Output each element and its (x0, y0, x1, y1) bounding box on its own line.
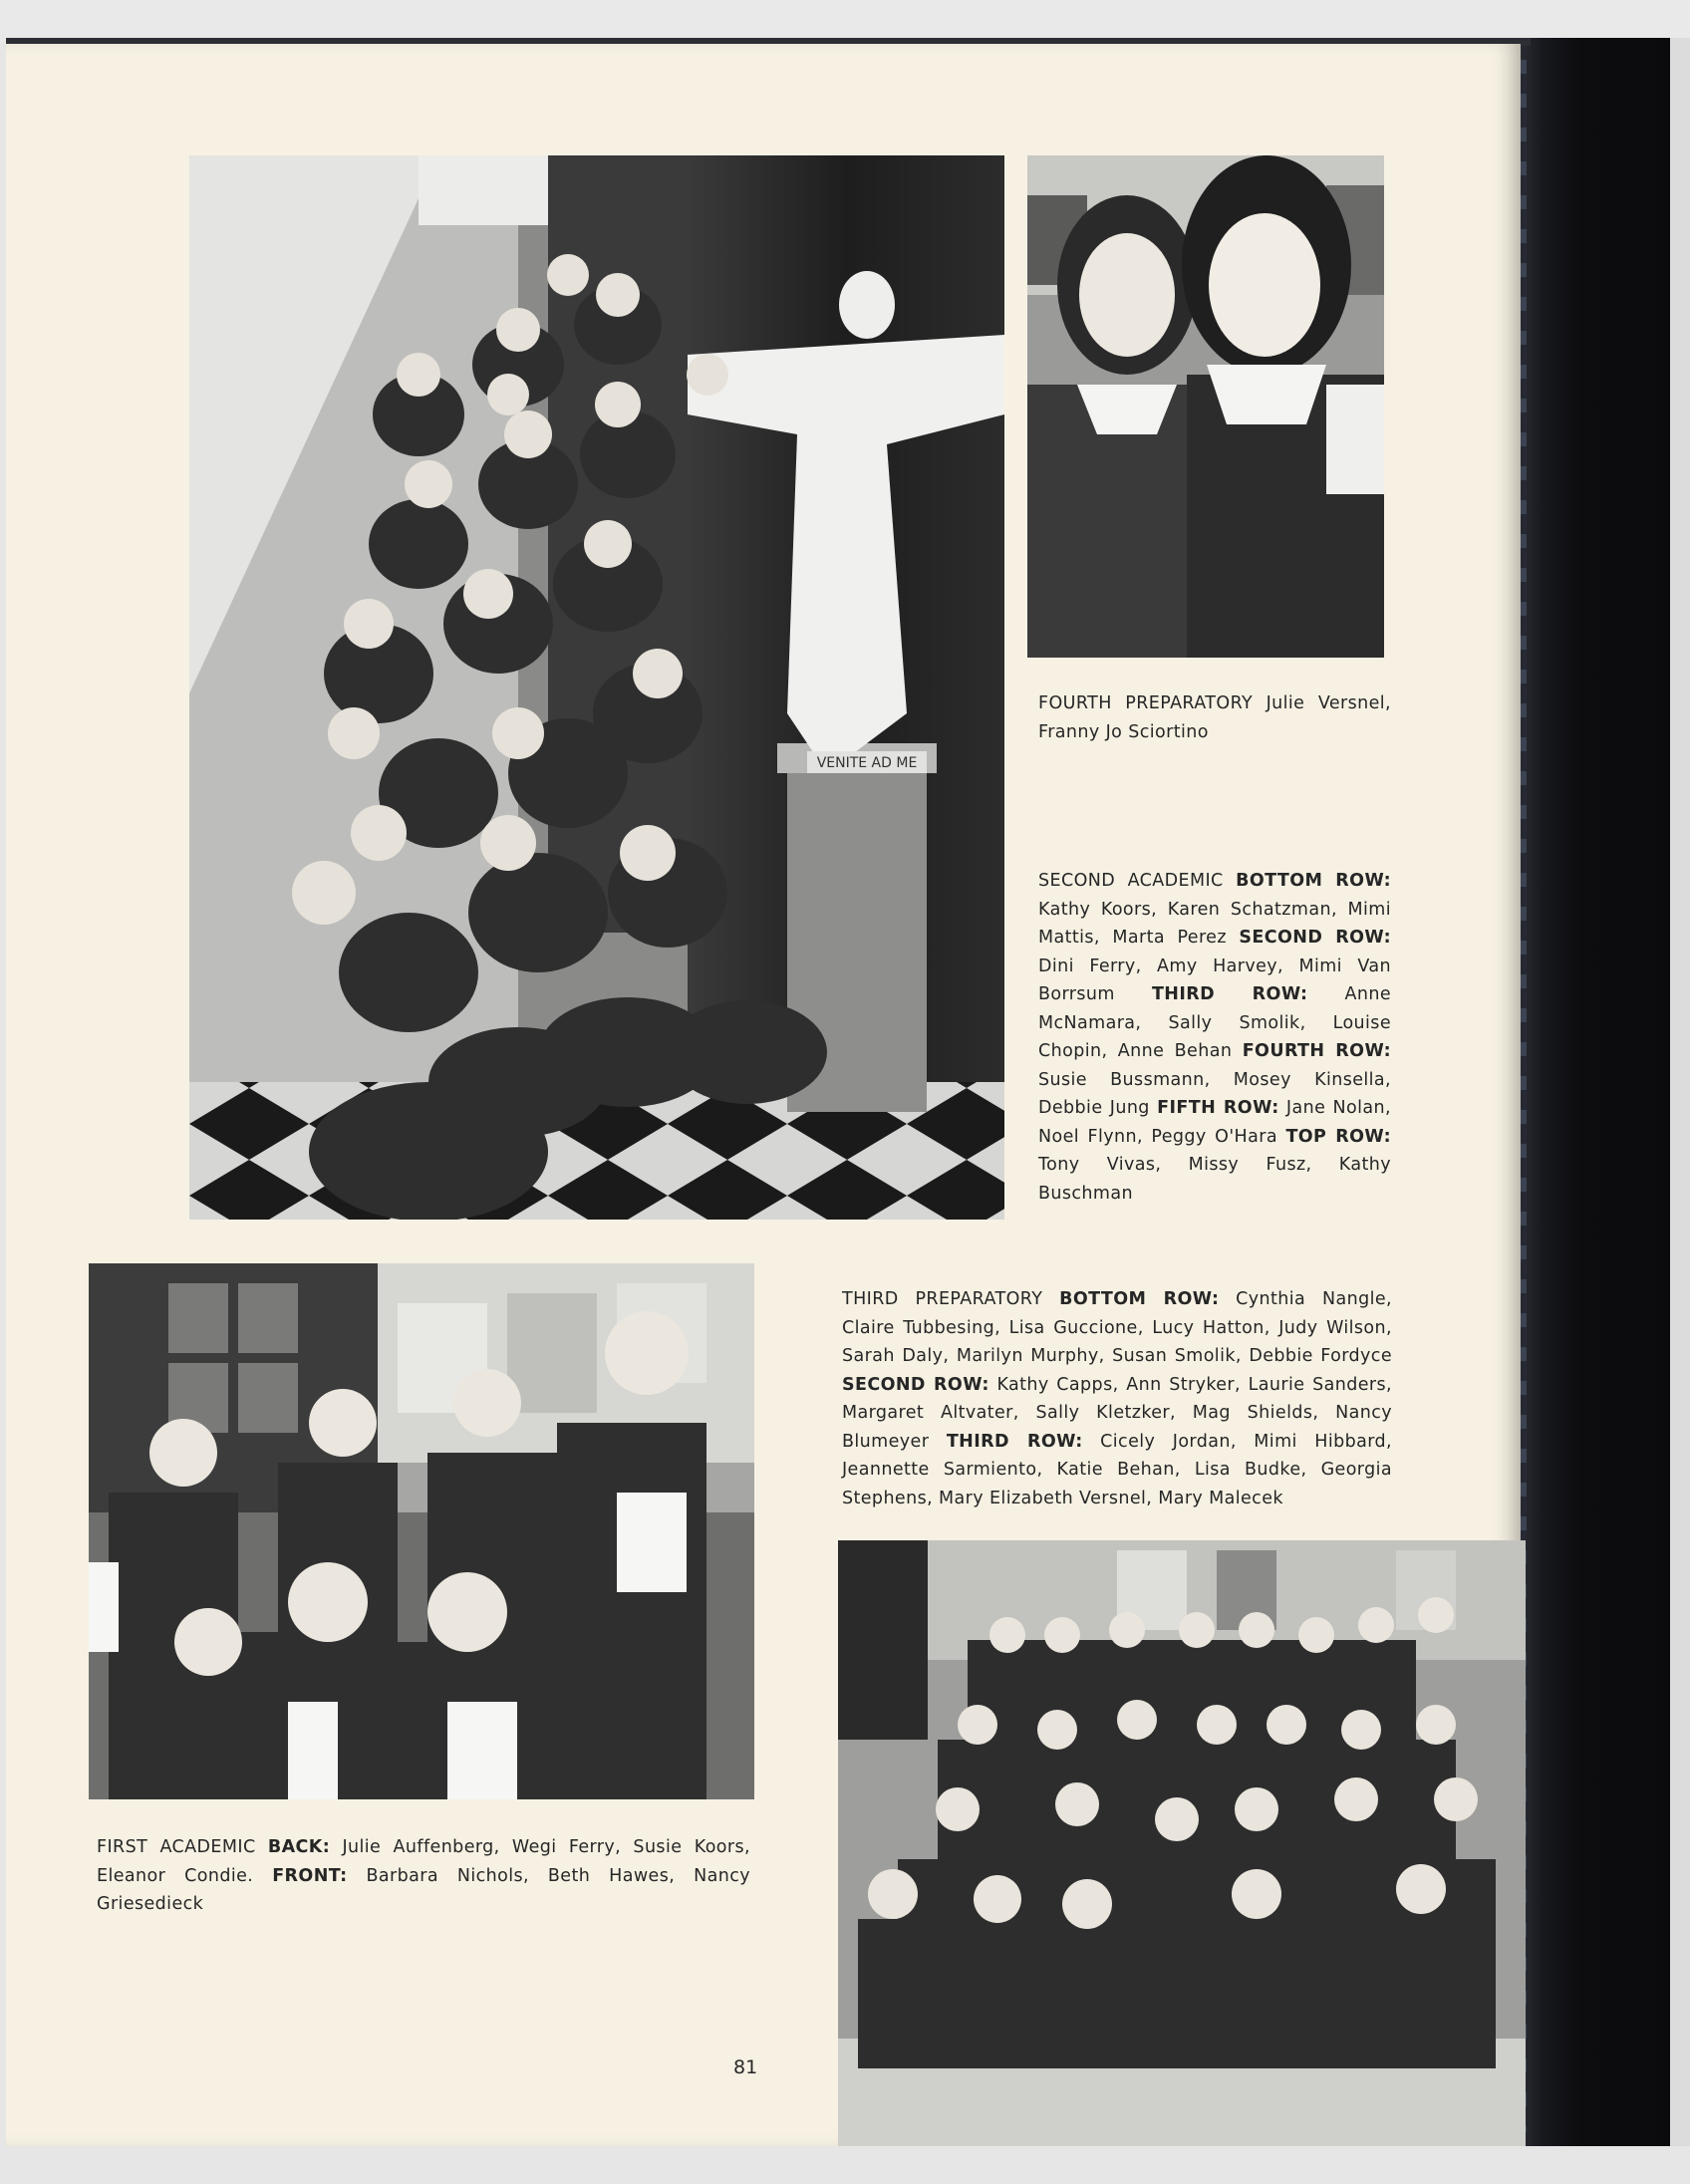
caption-row-label: FOURTH ROW: (1242, 1041, 1392, 1061)
caption-names: Tony Vivas, Missy Fusz, Kathy Buschman (1038, 1155, 1391, 1204)
caption-third-preparatory (842, 1285, 1392, 1512)
page-number: 81 (733, 2056, 758, 2078)
caption-names: Kathy Koors, Karen Schatzman, Mimi Mattis, Marta Perez (1038, 899, 1391, 948)
caption-row-label: FRONT: (272, 1865, 348, 1886)
caption-row-label: THIRD ROW: (946, 1431, 1083, 1452)
caption-class-name: SECOND ACADEMIC (1038, 871, 1224, 891)
caption-class-name: FIRST ACADEMIC (97, 1837, 256, 1857)
caption-names: Kathy Capps, Ann Stryker, Laurie Sanders, Margaret Altvater, Sally Kletzker, Mag Shields, Nancy Blumeyer (842, 1374, 1392, 1452)
caption-names: Dini Ferry, Amy Harvey, Mimi Van Borrsum (1038, 956, 1391, 1004)
scan-right-margin (1670, 38, 1690, 2154)
caption-row-label: BACK: (267, 1837, 331, 1857)
caption-second-academic (1038, 867, 1391, 1208)
photo-second-academic-staircase (189, 155, 1004, 1220)
book-spine (1521, 38, 1670, 2154)
caption-first-academic (97, 1833, 750, 1919)
caption-fourth-preparatory (1038, 689, 1391, 746)
caption-names: Cicely Jordan, Mimi Hibbard, Jeannette Sarmiento, Katie Behan, Lisa Budke, Georgia Stephens, Mary Elizabeth Versnel, Mary Malecek (842, 1431, 1392, 1508)
caption-names: Julie Auffenberg, Wegi Ferry, Susie Koors, Eleanor Condie. (97, 1837, 750, 1886)
caption-class-name: FOURTH PREPARATORY (1038, 693, 1254, 713)
caption-row-label: THIRD ROW: (1151, 984, 1308, 1004)
caption-names: Anne McNamara, Sally Smolik, Louise Chopin, Anne Behan (1038, 984, 1392, 1061)
caption-row-label: BOTTOM ROW: (1059, 1289, 1220, 1309)
photo-third-preparatory (838, 1540, 1526, 2148)
caption-row-label: FIFTH ROW: (1157, 1098, 1279, 1118)
caption-row-label: TOP ROW: (1285, 1126, 1391, 1147)
caption-names: Jane Nolan, Noel Flynn, Peggy O'Hara (1038, 1098, 1391, 1147)
caption-names: Barbara Nichols, Beth Hawes, Nancy Griesedieck (97, 1865, 751, 1914)
caption-row-label: SECOND ROW: (842, 1374, 989, 1395)
photo-fourth-preparatory (1027, 155, 1384, 658)
scan-bottom-margin (0, 2146, 1690, 2184)
caption-names: Cynthia Nangle, Claire Tubbesing, Lisa Guccione, Lucy Hatton, Judy Wilson, Sarah Daly, Marilyn Murphy, Susan Smolik, Debbie Fordyce (842, 1289, 1392, 1366)
photo-first-academic (89, 1263, 754, 1799)
caption-names: Susie Bussmann, Mosey Kinsella, Debbie Jung (1038, 1069, 1391, 1118)
statue-inscription: VENITE AD ME (816, 755, 918, 771)
caption-row-label: SECOND ROW: (1239, 928, 1391, 948)
caption-row-label: BOTTOM ROW: (1236, 871, 1392, 891)
caption-names: Julie Versnel, Franny Jo Sciortino (1038, 693, 1391, 742)
caption-class-name: THIRD PREPARATORY (842, 1289, 1043, 1309)
